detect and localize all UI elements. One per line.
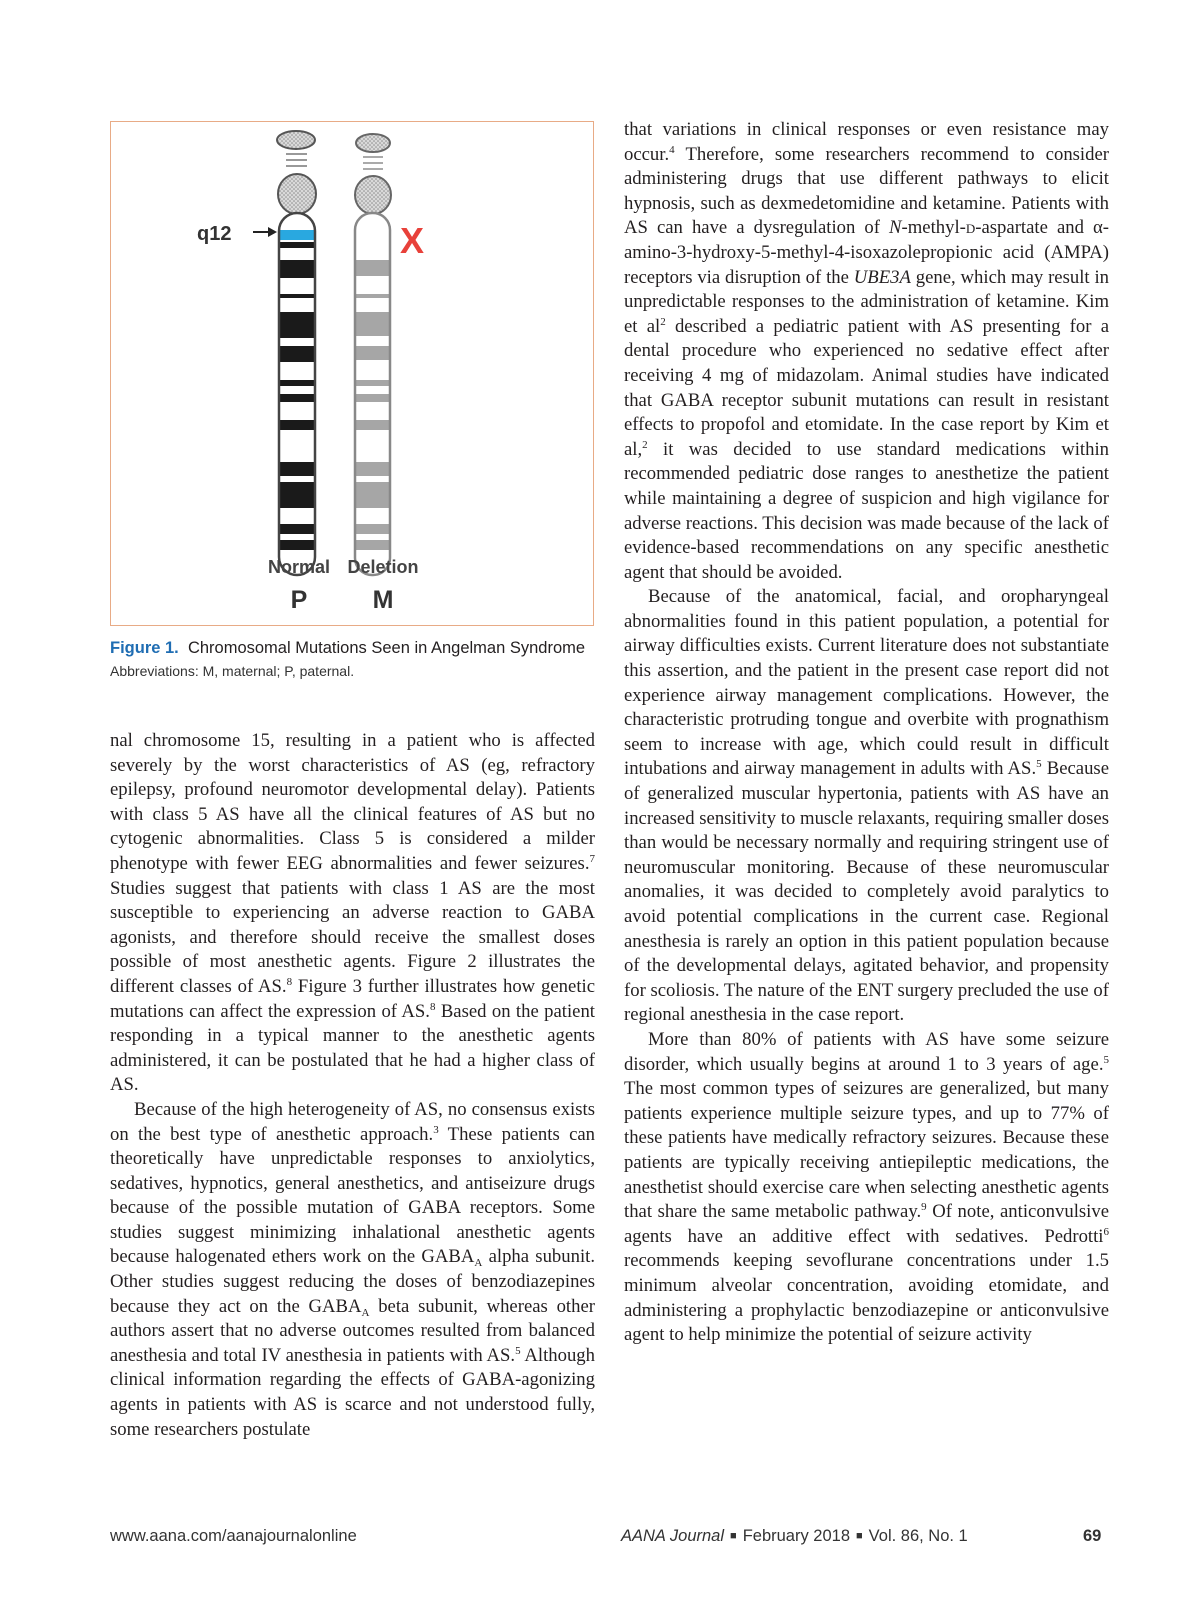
chromosome-diagram [111, 122, 595, 627]
normal-label: Normal [267, 557, 331, 577]
figure-title: Chromosomal Mutations Seen in Angelman Syndrome [187, 639, 586, 657]
paragraph: Because of the anatomical, facial, and oropharyngeal abnormalities found in this patient population, a potential for airway difficulties exists. Current literature does not substantiate this assertion, and the patient in the present case report did not experience airway management complications. However, the characteristic protruding tongue and overbite with prognathism seem to increase with age, which could result in difficult intubations and airway management in adults with AS.$^5$ Because of generalized muscular hypertonia, patients with AS have an increased sensitivity to muscle relaxants, requiring smaller doses than would be necessary normally and requiring stringent use of neuromuscular monitoring. Because of these neuromuscular anomalies, it was decided to completely avoid paralytics to avoid potential complications in the current case. Regional anesthesia is rarely an option in this patient population because of the developmental delays, agitated behavior, and propensity for scoliosis. The nature of the ENT surgery precluded the use of regional anesthesia in the case report. [624, 586, 1110, 1026]
paragraph: nal chromosome 15, resulting in a patient who is affected severely by the worst characteristics of AS (eg, refractory epilepsy, profound neuromotor developmental delay). Patients with class 5 AS have all the clinical features of AS but no cytogenic abnormalities. Class 5 is considered a milder phenotype with fewer EEG abnormalities and fewer seizures.$^7$ Studies suggest that patients with class 1 AS are the most susceptible to experiencing an adverse reaction to GABA agonists, and therefore should receive the smallest doses possible of most anesthetic agents. Figure 2 illustrates the different classes of AS.$^8$ Figure 3 further illustrates how genetic mutations can affect the expression of AS.$^8$ Based on the patient responding in a typical manner to the anesthetic agents administered, it can be postulated that he had a higher class of AS. [110, 730, 595, 1096]
paragraph: that variations in clinical responses or even resistance may occur.$^4$ Therefore, some researchers recommend to consider administering drugs that use different pathways to elicit hypnosis, such as dexmedetomidine and ketamine. Patients with AS can have a dysregulation of N-methyl-d-aspartate and α-amino-3-hydroxy-5-methyl-4-isoxazolepropionic acid (AMPA) receptors via disruption of the UBE3A gene, which may result in unpredictable responses to the administration of ketamine. Kim et $al^2$ described a pediatric patient with AS presenting for a dental procedure who experienced no sedative effect after receiving 4 mg of midazolam. Animal studies have indicated that GABA receptor subunit mutations can result in resistant effects to propofol and etomidate. In the case report by Kim et al,$^2$ it was decided to use standard medications within recommended pediatric dose ranges to anesthetize the patient while maintaining a degree of suspicion and high vigilance for adverse reactions. This decision was made because of the lack of evidence-based recommendations on any specific anesthetic agent that should be avoided. [624, 119, 1110, 583]
left-column [110, 729, 595, 1442]
paragraph: More than 80% of patients with AS have some seizure disorder, which usually begins at around 1 to 3 years of age.$^5$ The most common types of seizures are generalized, but many patients experience multiple seizure types, and up to 77% of these patients have medically refractory seizures. Because these patients are typically receiving antiepileptic medications, the anesthetist should exercise care when selecting anesthetic agents that share the same metabolic pathway.$^9$ Of note, anticonvulsive agents have an additive effect with sedatives. Pedrotti$^6$ recommends keeping sevoflurane concentrations under 1.5 minimum alveolar concentration, avoiding etomidate, and administering a prophylactic benzodiazepine or anticonvulsive agent to help minimize the potential of seizure activity [624, 1028, 1109, 1346]
maternal-label: M [372, 586, 394, 614]
deletion-x-mark: X [400, 220, 425, 261]
normal-chromosome [253, 131, 316, 575]
right-column [624, 118, 1109, 1348]
footer-journal-info: AANA Journal ■ February 2018 ■ Vol. 86, No. 1 [621, 1527, 968, 1545]
q12-arrow-label: q12 [197, 223, 232, 245]
paragraph: Because of the high heterogeneity of AS, no consensus exists on the best type of anesthetic approach.$^3$ These patients can theoretically have unpredictable responses to anxiolytics, sedatives, hypnotics, general anesthetics, and antiseizure drugs because of the possible mutation of GABA receptors. Some studies suggest minimizing inhalational anesthetic agents because halogenated ethers work on the $GABA_A$ alpha subunit. Other studies suggest reducing the doses of benzodiazepines because they act on the $GABA_A$ beta subunit, whereas other authors assert that no adverse outcomes resulted from balanced anesthesia and total IV anesthesia in patients with AS.$^5$ Although clinical information regarding the effects of GABA-agonizing agents in patients with AS is scarce and not understood fully, some researchers postulate [110, 1098, 596, 1440]
figure-label: Figure 1. [110, 639, 179, 657]
paternal-label: P [290, 586, 308, 614]
footer-url[interactable]: www.aana.com/aanajournalonline [110, 1527, 357, 1545]
page-number: 69 [1083, 1527, 1102, 1545]
deletion-chromosome [355, 134, 391, 575]
deletion-label: Deletion [347, 557, 419, 577]
figure-caption [110, 637, 600, 681]
figure-1 [110, 121, 594, 626]
figure-abbreviations: Abbreviations: M, maternal; P, paternal. [110, 663, 355, 679]
q12-band [279, 230, 315, 240]
